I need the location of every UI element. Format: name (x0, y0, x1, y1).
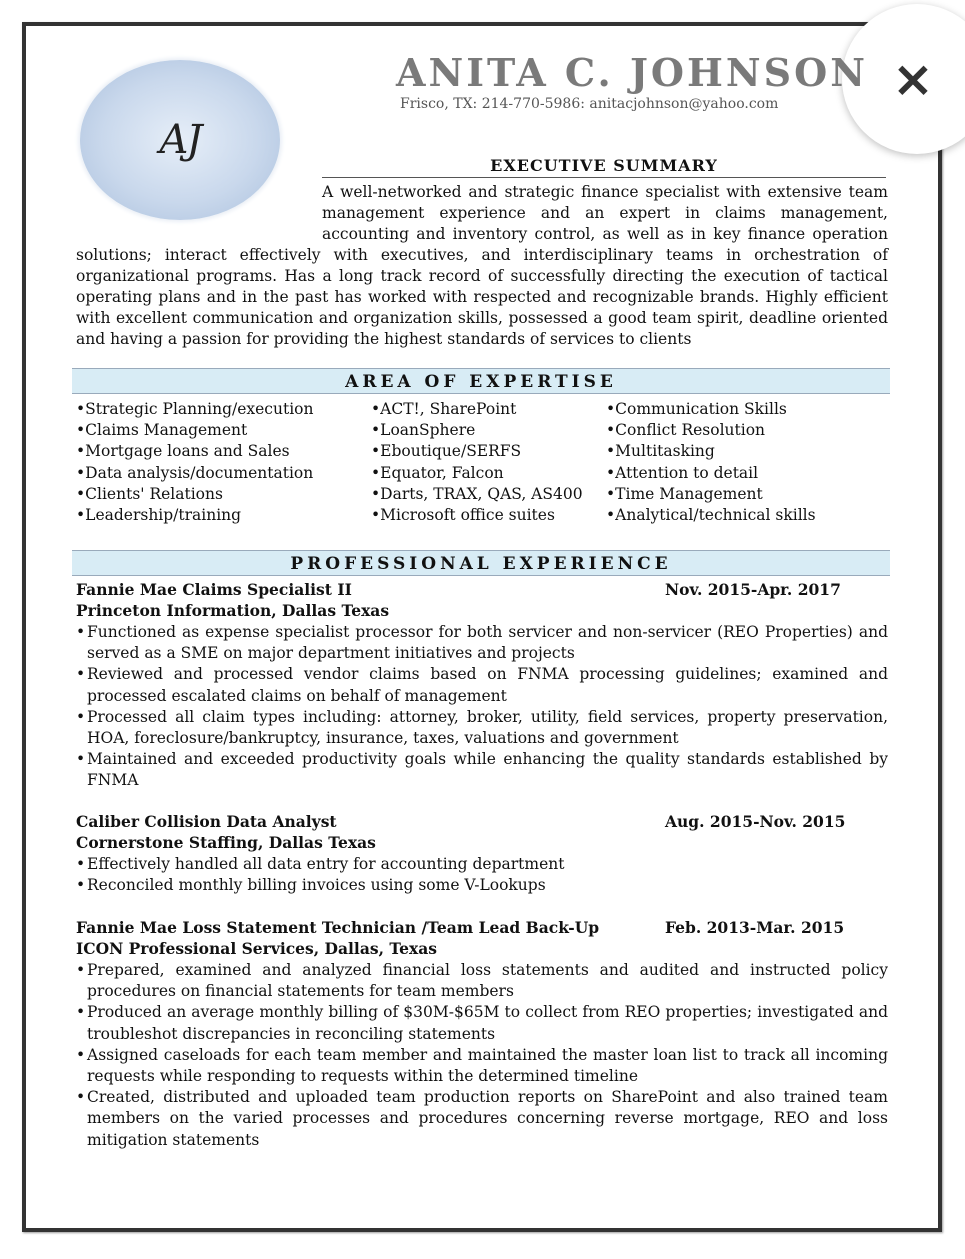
job-bullet: • Functioned as expense specialist processor for both servicer and non-servicer (REO Properties) and served as a SME on major department initiatives and projects (76, 622, 888, 664)
job-bullet: • Assigned caseloads for each team member and maintained the master loan list to track all incoming requests while responding to requests within the determined timeline (76, 1045, 888, 1087)
expertise-item: • Analytical/technical skills (606, 505, 816, 526)
expertise-item: • Multitasking (606, 441, 816, 462)
job-bullet: • Maintained and exceeded productivity goals while enhancing the quality standards established by FNMA (76, 749, 888, 791)
expertise-heading: AREA OF EXPERTISE (72, 368, 890, 394)
candidate-name: ANITA C. JOHNSON (396, 50, 868, 95)
job-bullet: • Reconciled monthly billing invoices using some V-Lookups (76, 875, 888, 896)
job-company: ICON Professional Services, Dallas, Texas (76, 939, 438, 958)
job-bullet: • Effectively handled all data entry for accounting department (76, 854, 888, 875)
expertise-item: • Eboutique/SERFS (371, 441, 583, 462)
expertise-item: • LoanSphere (371, 420, 583, 441)
contact-info: Frisco, TX: 214-770-5986: anitacjohnson@yahoo.com (400, 96, 779, 112)
expertise-column-2 (371, 399, 583, 526)
monogram-text: AJ (159, 117, 201, 163)
job-title: Caliber Collision Data Analyst (76, 812, 337, 831)
job-company: Cornerstone Staffing, Dallas Texas (76, 833, 376, 852)
expertise-item: • Attention to detail (606, 463, 816, 484)
expertise-item: • Conflict Resolution (606, 420, 816, 441)
expertise-item: • Claims Management (76, 420, 313, 441)
job-bullets (76, 854, 888, 896)
expertise-item: • Communication Skills (606, 399, 816, 420)
executive-summary-text-top: A well-networked and strategic finance specialist with extensive team management experience and an expert in claims management, accounting and inventory control, as well as in key finance operation (322, 183, 888, 243)
job-bullet: • Processed all claim types including: attorney, broker, utility, field services, property preservation, HOA, foreclosure/bankruptcy, insurance, taxes, valuations and government (76, 707, 888, 749)
expertise-column-1 (76, 399, 313, 526)
job-dates: Aug. 2015-Nov. 2015 (665, 812, 846, 831)
job-bullet: • Produced an average monthly billing of $30M-$65M to collect from REO properties; investigated and troubleshot discrepancies in reconciling statements (76, 1002, 888, 1044)
expertise-item: • Microsoft office suites (371, 505, 583, 526)
expertise-column-3 (606, 399, 816, 526)
executive-summary-text-bottom: solutions; interact effectively with executives, and interdisciplinary teams in orchestration of organizational programs. Has a long track record of successfully directing the execution of tactical operating plans and in the past has worked with respected and recognizable brands. Highly efficient with excellent communication and organization skills, possessed a good team spirit, deadline oriented and having a passion for providing the highest standards of services to clients (76, 246, 888, 348)
expertise-item: • Mortgage loans and Sales (76, 441, 313, 462)
job-bullet: • Prepared, examined and analyzed financial loss statements and audited and instructed policy procedures on financial statements for team members (76, 960, 888, 1002)
job-bullets (76, 960, 888, 1151)
expertise-item: • Equator, Falcon (371, 463, 583, 484)
job-company: Princeton Information, Dallas Texas (76, 601, 390, 620)
job-bullets (76, 622, 888, 792)
job-dates: Feb. 2013-Mar. 2015 (665, 918, 845, 937)
expertise-item: • Strategic Planning/execution (76, 399, 313, 420)
job-title: Fannie Mae Claims Specialist II (76, 580, 352, 599)
close-icon[interactable]: × (892, 50, 934, 108)
monogram-logo (80, 60, 280, 220)
expertise-item: • Data analysis/documentation (76, 463, 313, 484)
expertise-item: • Darts, TRAX, QAS, AS400 (371, 484, 583, 505)
expertise-item: • Leadership/training (76, 505, 313, 526)
expertise-item: • Clients' Relations (76, 484, 313, 505)
job-bullet: • Created, distributed and uploaded team production reports on SharePoint and also trained team members on the varied processes and procedures concerning reverse mortgage, REO and loss mitigation statements (76, 1087, 888, 1151)
job-dates: Nov. 2015-Apr. 2017 (665, 580, 841, 599)
job-bullet: • Reviewed and processed vendor claims based on FNMA processing guidelines; examined and processed escalated claims on behalf of management (76, 664, 888, 706)
job-title: Fannie Mae Loss Statement Technician /Team Lead Back-Up (76, 918, 600, 937)
expertise-item: • Time Management (606, 484, 816, 505)
experience-heading: PROFESSIONAL EXPERIENCE (72, 550, 890, 576)
expertise-item: • ACT!, SharePoint (371, 399, 583, 420)
executive-summary-heading: EXECUTIVE SUMMARY (322, 156, 886, 178)
